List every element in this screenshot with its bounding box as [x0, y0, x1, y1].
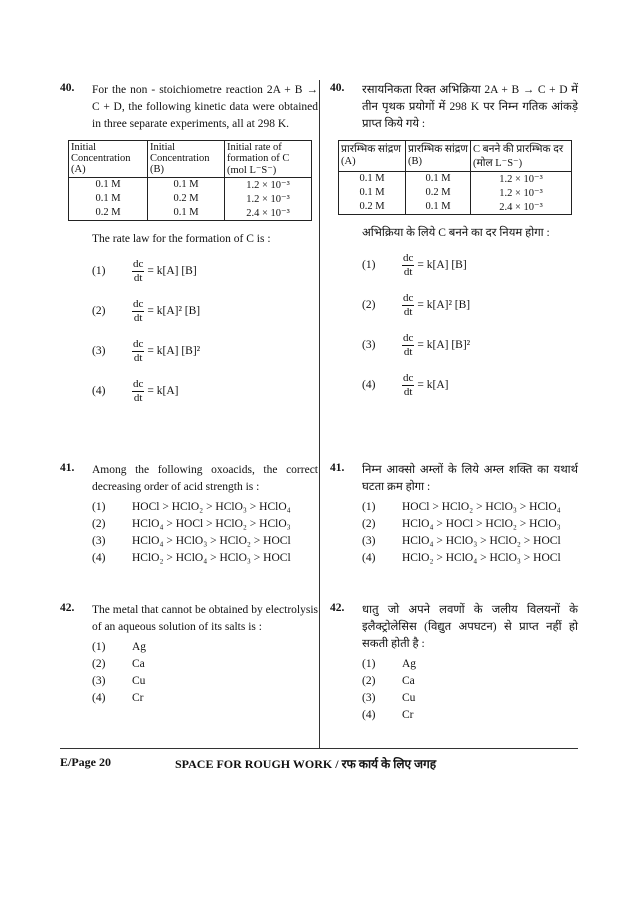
fraction-dc-dt — [402, 372, 414, 399]
fraction-dc-dt — [132, 378, 144, 405]
option-text: HOCl > HClO₂ > HClO₃ > HClO₄ — [402, 501, 561, 513]
kinetic-data-table — [338, 140, 572, 215]
option-1[interactable] — [92, 251, 318, 291]
table-header: प्रारम्भिक सांद्रण (A) — [339, 141, 406, 172]
option-1[interactable] — [92, 499, 318, 516]
option-number: (4) — [92, 384, 106, 397]
option-text: HClO₄ > HOCl > HClO₂ > HClO₃ — [132, 518, 291, 530]
question-number: 41. — [330, 462, 345, 474]
option-text: = k[A] — [417, 378, 449, 391]
option-2[interactable] — [92, 291, 318, 331]
option-number: (3) — [92, 675, 106, 687]
numerator: dc — [133, 297, 144, 310]
option-number: (1) — [92, 264, 106, 277]
option-3[interactable] — [92, 331, 318, 371]
table-header: C बनने की प्रारम्भिक दर (मोल L⁻S⁻) — [471, 141, 572, 172]
question-41-en — [60, 462, 318, 602]
denominator: dt — [133, 351, 143, 364]
table-header: प्रारम्भिक सांद्रण (B) — [406, 141, 471, 172]
denominator: dt — [403, 385, 413, 398]
option-number: (1) — [362, 258, 376, 271]
question-number: 40. — [60, 82, 75, 94]
table-header: Initial rate of formation of C (mol L⁻S⁻) — [225, 141, 312, 178]
option-number: (3) — [92, 535, 106, 547]
numerator: dc — [133, 337, 144, 350]
numerator: dc — [403, 371, 414, 384]
options-list — [362, 245, 578, 405]
table-cell: 0.1 M — [406, 200, 471, 215]
option-1[interactable] — [92, 639, 318, 656]
option-number: (2) — [92, 518, 106, 530]
option-text: = k[A] [B]² — [147, 344, 201, 357]
option-4[interactable] — [92, 690, 318, 707]
option-number: (1) — [92, 641, 106, 653]
table-cell: 0.1 M — [339, 186, 406, 200]
option-text: HClO₄ > HClO₃ > HClO₂ > HOCl — [132, 535, 291, 547]
english-column — [60, 82, 318, 707]
table-cell: 2.4 × 10⁻³ — [471, 200, 572, 215]
option-number: (4) — [362, 378, 376, 391]
option-number: (3) — [362, 535, 376, 547]
table-cell: 1.2 × 10⁻³ — [225, 192, 312, 206]
options-list — [92, 251, 318, 411]
option-text: Ca — [402, 675, 415, 687]
option-2[interactable] — [362, 285, 578, 325]
question-prompt: The rate law for the formation of C is : — [92, 233, 271, 245]
option-number: (2) — [362, 298, 376, 311]
option-text: HClO₂ > HClO₄ > HClO₃ > HOCl — [402, 552, 561, 564]
question-text: The metal that cannot be obtained by electrolysis of an aqueous solution of its salts is : — [92, 604, 318, 633]
table-cell: 0.1 M — [339, 172, 406, 187]
option-2[interactable] — [362, 673, 578, 690]
option-text: Cr — [132, 692, 144, 704]
table-cell: 1.2 × 10⁻³ — [471, 172, 572, 187]
question-text: निम्न आक्सो अम्लों के लिये अम्ल शक्ति का यथार्थ घटता क्रम होगा : — [362, 464, 578, 493]
table-cell: 2.4 × 10⁻³ — [225, 206, 312, 221]
table-cell: 0.2 M — [148, 192, 225, 206]
option-number: (4) — [92, 552, 106, 564]
hindi-column — [330, 82, 578, 724]
table-header: Initial Concentration (B) — [148, 141, 225, 178]
option-3[interactable] — [92, 673, 318, 690]
question-text: Among the following oxoacids, the correct decreasing order of acid strength is : — [92, 464, 318, 493]
option-1[interactable] — [362, 245, 578, 285]
option-2[interactable] — [92, 516, 318, 533]
footer-rule — [60, 748, 578, 749]
question-text: रसायनिकता रिक्त अभिक्रिया 2A + B → C + D में तीन पृथक प्रयोगों में 298 K पर निम्न गतिक आंकड़े प्राप्त किये गये : — [362, 84, 578, 130]
kinetic-data-table — [68, 140, 312, 221]
rough-work-label: SPACE FOR ROUGH WORK / रफ कार्य के लिए जगह — [175, 757, 437, 771]
fraction-dc-dt — [402, 252, 414, 279]
table-header: Initial Concentration (A) — [69, 141, 148, 178]
option-number: (3) — [362, 692, 376, 704]
option-4[interactable] — [362, 707, 578, 724]
table-cell: 1.2 × 10⁻³ — [225, 178, 312, 193]
fraction-dc-dt — [402, 332, 414, 359]
table-cell: 0.1 M — [406, 172, 471, 187]
option-text: Cu — [402, 692, 416, 704]
fraction-dc-dt — [132, 338, 144, 365]
option-text: = k[A] [B] — [417, 258, 467, 271]
option-text: HClO₄ > HClO₃ > HClO₂ > HOCl — [402, 535, 561, 547]
option-3[interactable] — [362, 533, 578, 550]
option-4[interactable] — [92, 371, 318, 411]
option-number: (4) — [362, 709, 376, 721]
option-text: Ag — [402, 658, 417, 670]
option-text: = k[A] [B] — [147, 264, 197, 277]
table-cell: 0.2 M — [339, 200, 406, 215]
table-cell: 1.2 × 10⁻³ — [471, 186, 572, 200]
option-3[interactable] — [92, 533, 318, 550]
option-text: Cr — [402, 709, 414, 721]
option-text: = k[A]² [B] — [417, 298, 471, 311]
option-number: (4) — [362, 552, 376, 564]
numerator: dc — [133, 377, 144, 390]
denominator: dt — [133, 391, 143, 404]
option-2[interactable] — [92, 656, 318, 673]
question-42-hi — [330, 602, 578, 724]
option-number: (1) — [362, 658, 376, 670]
option-text: = k[A] [B]² — [417, 338, 471, 351]
option-text: HOCl > HClO₂ > HClO₃ > HClO₄ — [132, 501, 291, 513]
option-text: HClO₂ > HClO₄ > HClO₃ > HOCl — [132, 552, 291, 564]
option-text: Cu — [132, 675, 146, 687]
question-40-en — [60, 82, 318, 462]
option-number: (2) — [92, 658, 106, 670]
question-number: 42. — [330, 602, 345, 614]
option-number: (3) — [92, 344, 106, 357]
option-text: = k[A]² [B] — [147, 304, 201, 317]
option-text: = k[A] — [147, 384, 179, 397]
page-number: E/Page 20 — [60, 755, 111, 769]
question-41-hi — [330, 462, 578, 602]
options-list — [92, 499, 318, 567]
question-40-hi — [330, 82, 578, 462]
option-4[interactable] — [362, 550, 578, 567]
column-divider — [319, 80, 320, 748]
option-text: HClO₄ > HOCl > HClO₂ > HClO₃ — [402, 518, 561, 530]
option-number: (4) — [92, 692, 106, 704]
numerator: dc — [403, 331, 414, 344]
denominator: dt — [133, 311, 143, 324]
option-number: (2) — [362, 518, 376, 530]
option-4[interactable] — [362, 365, 578, 405]
question-number: 40. — [330, 82, 345, 94]
option-number: (1) — [362, 501, 376, 513]
fraction-dc-dt — [132, 298, 144, 325]
question-prompt: अभिक्रिया के लिये C बनने का दर नियम होगा : — [362, 227, 550, 239]
option-3[interactable] — [362, 690, 578, 707]
option-3[interactable] — [362, 325, 578, 365]
table-cell: 0.1 M — [148, 206, 225, 221]
table-cell: 0.1 M — [148, 178, 225, 193]
denominator: dt — [403, 345, 413, 358]
option-4[interactable] — [92, 550, 318, 567]
option-number: (2) — [362, 675, 376, 687]
question-text: धातु जो अपने लवणों के जलीय विलयनों के इलैक्ट्रोलेसिस (विद्युत अपघटन) से प्राप्त नहीं हो सकती होती है : — [362, 604, 578, 650]
option-2[interactable] — [362, 516, 578, 533]
numerator: dc — [133, 257, 144, 270]
table-cell: 0.1 M — [69, 178, 148, 193]
table-cell: 0.2 M — [406, 186, 471, 200]
denominator: dt — [403, 305, 413, 318]
option-1[interactable] — [362, 656, 578, 673]
options-list — [92, 639, 318, 707]
denominator: dt — [403, 265, 413, 278]
option-number: (3) — [362, 338, 376, 351]
option-text: Ca — [132, 658, 145, 670]
fraction-dc-dt — [402, 292, 414, 319]
option-1[interactable] — [362, 499, 578, 516]
question-42-en — [60, 602, 318, 707]
option-text: Ag — [132, 641, 147, 653]
table-cell: 0.1 M — [69, 192, 148, 206]
fraction-dc-dt — [132, 258, 144, 285]
options-list — [362, 499, 578, 567]
option-number: (1) — [92, 501, 106, 513]
numerator: dc — [403, 251, 414, 264]
denominator: dt — [133, 271, 143, 284]
table-cell: 0.2 M — [69, 206, 148, 221]
question-text: For the non - stoichiometre reaction 2A + B → C + D, the following kinetic data were obtained in three separate experiments, all at 298 K. — [92, 84, 318, 130]
options-list — [362, 656, 578, 724]
option-number: (2) — [92, 304, 106, 317]
numerator: dc — [403, 291, 414, 304]
question-number: 42. — [60, 602, 75, 614]
question-number: 41. — [60, 462, 75, 474]
